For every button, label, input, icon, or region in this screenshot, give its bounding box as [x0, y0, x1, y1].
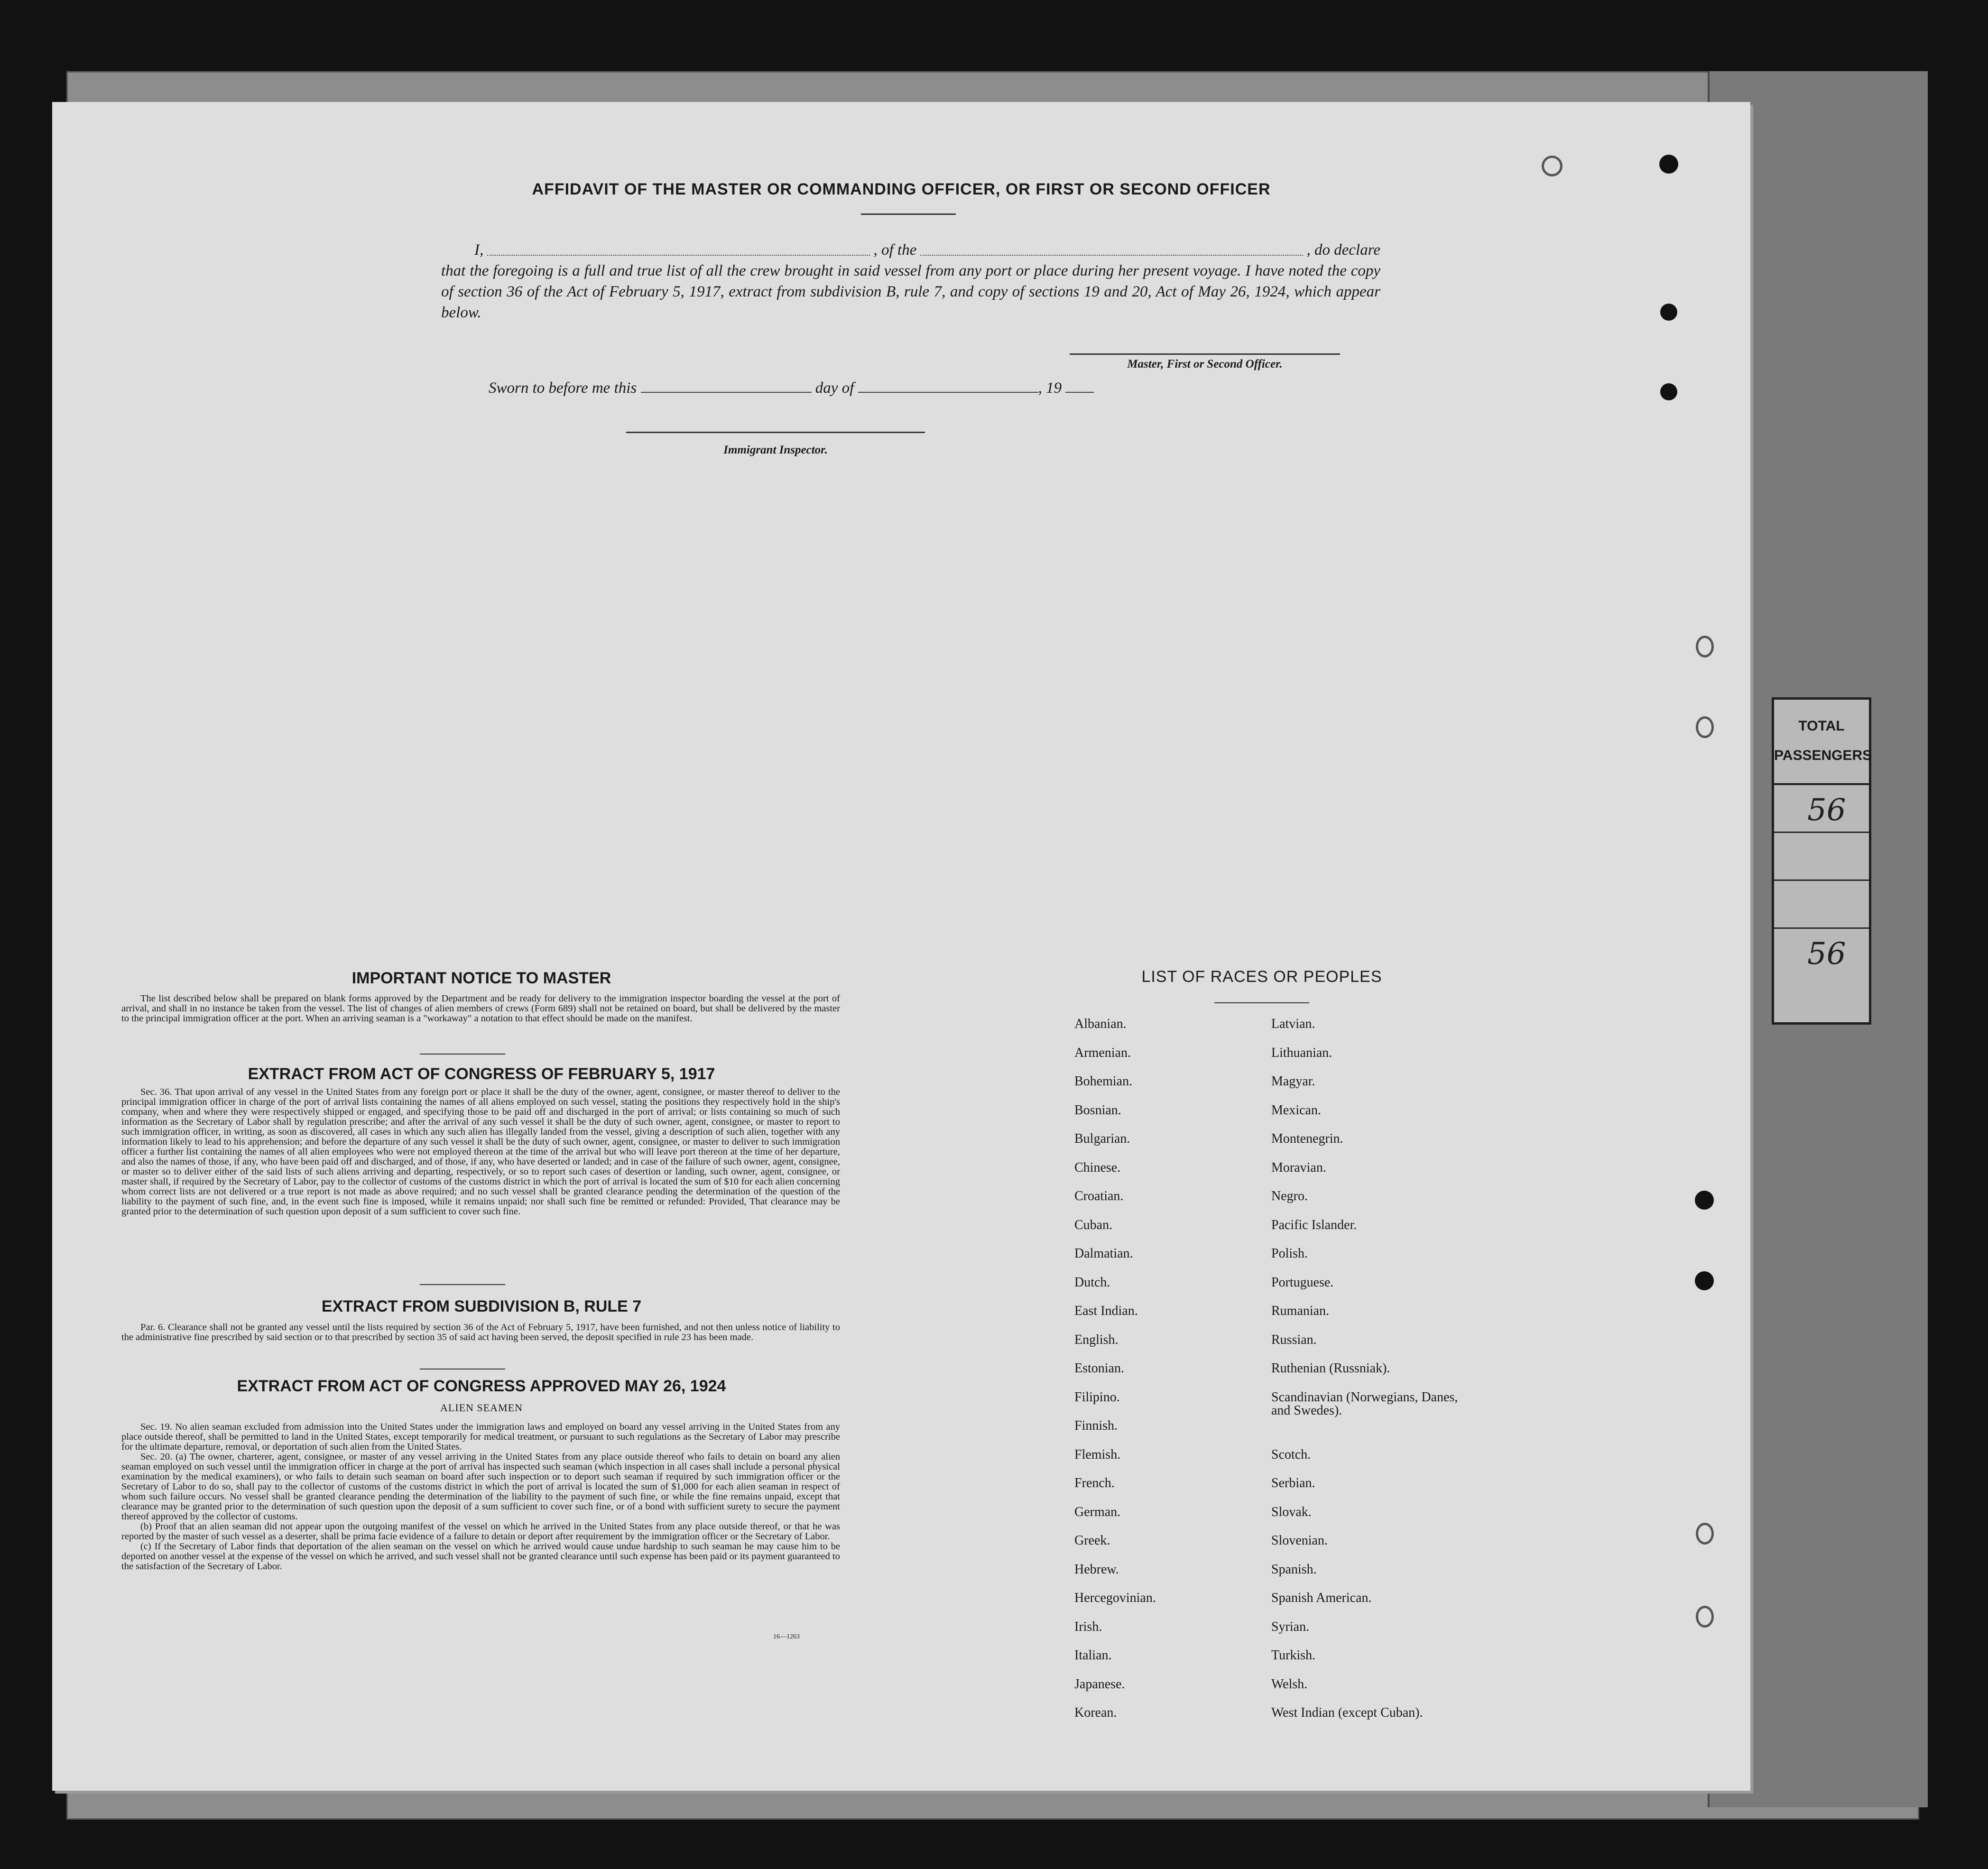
race-item: Irish.: [1074, 1619, 1102, 1634]
race-item: Bulgarian.: [1074, 1131, 1130, 1146]
race-item: Albanian.: [1074, 1017, 1127, 1031]
total-passengers-box: [1772, 697, 1871, 1025]
year-blank: [1065, 391, 1094, 393]
extract-1924-body: Sec. 19. No alien seaman excluded from admission into the United States under the immigration laws and employed on board any vessel arriving in the United States from any place outside thereof, shall be permitted to land in the United States, except temporarily for medical treatment, or pursuant to such regulations as the Secretary of Labor may prescribe for the ultimate departure, removal, or deportation of such alien from the United States. Sec. 20. (a) The owner, charterer, agent, consignee, or master of any vessel arriving in the United States from any place outside thereof who fails to detain on board any alien seaman employed on such vessel until the immigration officer in charge at the port of arrival has inspected such seaman (which inspection in all cases shall include a personal physical examination by the medical examiners), or who fails to detain such seaman on board after such inspection or to deport such seaman if required by such immigration officer or the Secretary of Labor to do so, shall pay to the collector of customs of the customs district in which the port of arrival is located the sum of $1,000 for each alien seaman in respect of whom such failure occurs. No vessel shall be granted clearance pending the determination of the liability to the payment of such fine, or while the fine remains unpaid, except that clearance may be granted prior to the determination of such question upon the deposit of a sum sufficient to cover such fine, or of a bond with sufficient surety to secure the payment thereof approved by the collector of customs. (b) Proof that an alien seaman did not appear upon the outgoing manifest of the vessel on which he arrived in the United States from any place outside thereof, or that he was reported by the master of such vessel as a deserter, shall be prima facie evidence of a failure to detain or deport after requirement by the immigration officer or the Secretary of Labor. (c) If the Secretary of Labor finds that deportation of the alien seaman on the vessel on which he arrived would cause undue hardship to such seaman he may cause him to be deported on another vessel at the expense of the vessel on which he arrived, and such vessel shall not be granted clearance until such expense has been paid or its payment guaranteed to the satisfaction of the Secretary of Labor.: [121, 1422, 840, 1572]
race-item: Turkish.: [1271, 1648, 1316, 1663]
race-item: Lithuanian.: [1271, 1045, 1332, 1060]
punch-hole: [1696, 636, 1714, 657]
race-item: Russian.: [1271, 1332, 1317, 1347]
race-item: East Indian.: [1074, 1304, 1138, 1318]
races-title: LIST OF RACES OR PEOPLES: [1141, 968, 1382, 986]
extract-1917-body: Sec. 36. That upon arrival of any vessel in the United States from any foreign port or place it shall be the duty of the owner, agent, consignee, or master thereof to deliver to the principal immigration officer in charge of the port of arrival lists containing the names of all aliens employed on such vessel, stating the positions they respectively hold in the ship's company, when and where they were respectively shipped or engaged, and specifying those to be paid off and discharged in the port of arrival; or lists containing so much of such information as the Secretary of Labor shall by regulation prescribe; and after the arrival of any such vessel it shall be the duty of such owner, agent, consignee, or master to report to such immigration officer, in writing, as soon as discovered, all cases in which any such alien has illegally landed from the vessel, giving a description of such alien, together with any information likely to lead to his apprehension; and before the departure of any such vessel it shall be the duty of such owner, agent, consignee, or master to deliver to such immigration officer a further list containing the names of all alien employees who were not employed thereon at the time of the arrival but who will leave port thereon at the time of her departure, and also the names of those, if any, who have been paid off and discharged, and of those, if any, who have deserted or landed; and in case of the failure of such owner, agent, consignee, or master so to deliver either of the said lists of such aliens arriving and departing, respectively, or so to report such cases of desertion or landing, such owner, agent, consignee, or master shall, if required by the Secretary of Labor, pay to the collector of customs of the customs district in which the port of arrival is located the sum of $10 for each alien concerning whom correct lists are not delivered or a true report is not made as above required; and no such vessel shall be granted clearance pending the determination of the question of the liability to the payment of such fine, and, in the event such fine is imposed, while it remains unpaid; nor shall such fine be remitted or refunded: Provided, That clearance may be granted prior to the determination of such question upon deposit of a sum sufficient to cover such fine.: [121, 1087, 840, 1217]
race-item: German.: [1074, 1504, 1121, 1519]
race-item: Korean.: [1074, 1705, 1117, 1720]
race-item: Scandinavian (Norwegians, Danes, and Swedes).: [1271, 1389, 1458, 1418]
punch-hole: [1696, 716, 1714, 738]
race-item: Rumanian.: [1271, 1304, 1330, 1318]
race-item: Scotch.: [1271, 1447, 1311, 1462]
race-item: Mexican.: [1271, 1102, 1321, 1118]
races-title-rule: [1214, 1002, 1309, 1003]
affidavit-body: [441, 240, 1380, 323]
handwritten-total: 56: [1807, 793, 1846, 828]
extract-rule7-body: Par. 6. Clearance shall not be granted any vessel until the lists required by section 36 of the Act of February 5, 1917, have been furnished, and not then unless notice of liability to the administrative fine prescribed by said section or to that prescribed by section 35 of said act having been served, the deposit specified in rule 23 has been made.: [121, 1322, 840, 1342]
form-number: 16—1263: [773, 1633, 800, 1640]
tally-cell: [1774, 929, 1869, 975]
notice-body: The list described below shall be prepared on blank forms approved by the Department and be ready for delivery to the immigration inspector boarding the vessel at the port of arrival, and shall in no instance be taken from the vessel. The list of changes of alien members of crews (Form 689) shall not be retained on board, but shall be delivered by the master to the principal immigration officer at the port. When an arriving seaman is a "workaway" a notation to that effect should be made on the manifest.: [121, 993, 840, 1024]
race-item: Cuban.: [1074, 1217, 1113, 1232]
race-item: Italian.: [1074, 1648, 1112, 1663]
punch-hole: [1695, 1271, 1714, 1290]
race-item: Filipino.: [1074, 1389, 1120, 1405]
vessel-blank: [920, 240, 1303, 256]
race-item: West Indian (except Cuban).: [1271, 1705, 1423, 1720]
race-item: Flemish.: [1074, 1447, 1121, 1462]
race-item: Montenegrin.: [1271, 1131, 1343, 1146]
race-item: Dutch.: [1074, 1275, 1110, 1290]
notice-title: IMPORTANT NOTICE TO MASTER: [351, 969, 611, 987]
affidavit-title: AFFIDAVIT OF THE MASTER OR COMMANDING OFFICER, OR FIRST OR SECOND OFFICER: [532, 180, 1271, 198]
race-item: Finnish.: [1074, 1418, 1118, 1433]
race-item: Chinese.: [1074, 1160, 1121, 1175]
punch-hole: [1542, 156, 1563, 176]
alien-seamen-subtitle: ALIEN SEAMEN: [440, 1402, 523, 1414]
punch-hole: [1696, 1606, 1714, 1628]
race-item: Japanese.: [1074, 1676, 1125, 1692]
races-column-left: [1074, 1018, 1264, 1735]
race-item: Slovak.: [1271, 1504, 1312, 1519]
punch-hole: [1660, 304, 1677, 321]
race-item: English.: [1074, 1332, 1119, 1347]
race-item: Hebrew.: [1074, 1562, 1119, 1577]
section-rule: [420, 1054, 505, 1055]
race-item: Moravian.: [1271, 1160, 1326, 1175]
day-blank: [641, 391, 812, 393]
race-item: Armenian.: [1074, 1045, 1131, 1060]
races-column-right: [1271, 1018, 1461, 1735]
punch-hole: [1695, 1191, 1714, 1210]
race-item: Pacific Islander.: [1271, 1217, 1357, 1232]
punch-hole: [1659, 155, 1678, 174]
punch-hole: [1696, 1523, 1714, 1545]
race-item: Spanish.: [1271, 1562, 1317, 1577]
race-item: Slovenian.: [1271, 1533, 1328, 1548]
declaration-line: I, , of the , do declare: [441, 240, 1380, 260]
name-blank: [487, 240, 869, 256]
race-item: Bosnian.: [1074, 1102, 1121, 1118]
race-item: Latvian.: [1271, 1017, 1315, 1031]
race-item: Portuguese.: [1271, 1275, 1334, 1290]
total-passengers-header: TOTAL PASSENGERS: [1774, 700, 1869, 785]
race-item: French.: [1074, 1476, 1115, 1490]
race-item: Magyar.: [1271, 1074, 1315, 1089]
tally-cell: [1774, 785, 1869, 833]
race-item: Ruthenian (Russniak).: [1271, 1361, 1390, 1376]
race-item: Syrian.: [1271, 1619, 1310, 1634]
punch-hole: [1660, 383, 1677, 400]
race-item: Greek.: [1074, 1533, 1110, 1548]
extract-1924-title: EXTRACT FROM ACT OF CONGRESS APPROVED MAY 26, 1924: [237, 1377, 726, 1395]
inspector-signature-label: Immigrant Inspector.: [626, 432, 925, 457]
master-signature-label: Master, First or Second Officer.: [1070, 353, 1340, 371]
race-item: Polish.: [1271, 1246, 1308, 1261]
race-item: Serbian.: [1271, 1476, 1315, 1490]
tally-cell: [1774, 833, 1869, 881]
handwritten-total: 56: [1807, 936, 1846, 972]
extract-rule7-title: EXTRACT FROM SUBDIVISION B, RULE 7: [321, 1297, 642, 1315]
race-item: Hercegovinian.: [1074, 1591, 1156, 1605]
title-rule: [861, 213, 956, 215]
sworn-line: Sworn to before me this day of , 19: [489, 379, 1153, 397]
race-item: Croatian.: [1074, 1189, 1124, 1203]
section-rule: [420, 1284, 505, 1285]
race-item: Dalmatian.: [1074, 1246, 1133, 1261]
race-item: Spanish American.: [1271, 1591, 1372, 1605]
race-item: Welsh.: [1271, 1676, 1308, 1692]
declaration-text: that the foregoing is a full and true list of all the crew brought in said vessel from any port or place during her present voyage. I have noted the copy of section 36 of the Act of February 5, 1917, extract from subdivision B, rule 7, and copy of sections 19 and 20, Act of May 26, 1924, which appear below.: [441, 262, 1380, 321]
race-item: Bohemian.: [1074, 1074, 1133, 1089]
race-item: Estonian.: [1074, 1361, 1124, 1376]
month-blank: [858, 391, 1038, 393]
tally-cell: [1774, 881, 1869, 929]
race-item: Negro.: [1271, 1189, 1308, 1203]
extract-1917-title: EXTRACT FROM ACT OF CONGRESS OF FEBRUARY 5, 1917: [248, 1065, 715, 1083]
